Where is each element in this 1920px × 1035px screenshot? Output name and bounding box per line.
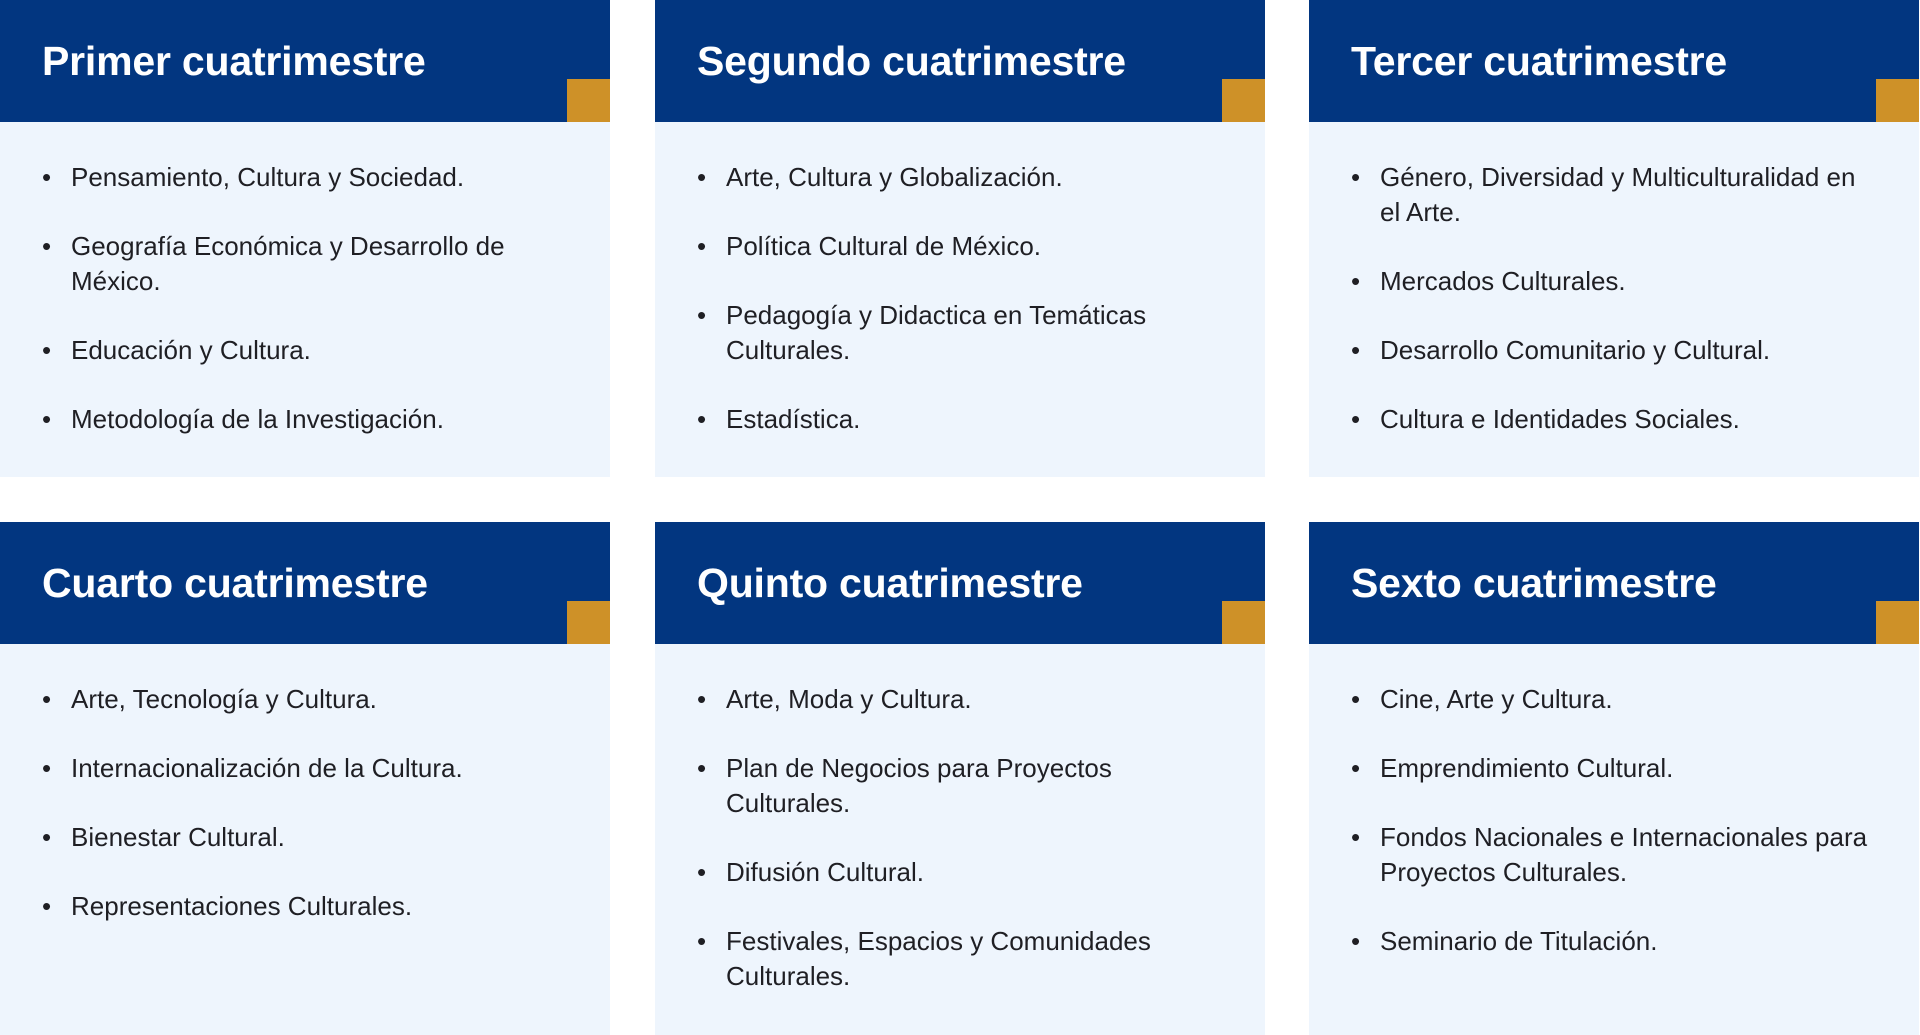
- course-label: Cine, Arte y Cultura.: [1380, 684, 1613, 714]
- accent-square: [1222, 79, 1265, 122]
- bullet-icon: •: [42, 231, 52, 261]
- accent-square: [1876, 79, 1919, 122]
- course-label: Festivales, Espacios y Comunidades Culturales.: [726, 926, 1151, 991]
- course-label: Emprendimiento Cultural.: [1380, 753, 1674, 783]
- card-header: [0, 0, 610, 122]
- bullet-icon: •: [1351, 266, 1361, 296]
- course-item: [42, 820, 570, 855]
- bullet-icon: •: [42, 753, 52, 783]
- bullet-icon: •: [1351, 335, 1361, 365]
- course-item: [697, 924, 1225, 994]
- course-item: [697, 751, 1225, 821]
- bullet-icon: •: [697, 231, 707, 261]
- card-title: Cuarto cuatrimestre: [42, 560, 428, 606]
- course-item: [697, 160, 1225, 195]
- bullet-icon: •: [697, 753, 707, 783]
- semester-card-1: [0, 0, 610, 477]
- course-label: Seminario de Titulación.: [1380, 926, 1658, 956]
- bullet-icon: •: [1351, 926, 1361, 956]
- course-label: Arte, Cultura y Globalización.: [726, 162, 1063, 192]
- card-header: [655, 0, 1265, 122]
- course-label: Pensamiento, Cultura y Sociedad.: [71, 162, 465, 192]
- course-item: [42, 889, 570, 924]
- bullet-icon: •: [697, 162, 707, 192]
- bullet-icon: •: [697, 684, 707, 714]
- course-item: [42, 229, 570, 299]
- course-item: [42, 402, 570, 437]
- course-item: [1351, 264, 1879, 299]
- bullet-icon: •: [42, 162, 52, 192]
- accent-square: [567, 601, 610, 644]
- card-header: [655, 522, 1265, 644]
- card-title: Tercer cuatrimestre: [1351, 38, 1728, 84]
- bullet-icon: •: [42, 822, 52, 852]
- course-item: [1351, 820, 1879, 890]
- accent-square: [1876, 601, 1919, 644]
- course-label: Fondos Nacionales e Internacionales para Proyectos Culturales.: [1380, 822, 1868, 887]
- course-label: Geografía Económica y Desarrollo de México.: [71, 231, 505, 296]
- bullet-icon: •: [42, 335, 52, 365]
- bullet-icon: •: [697, 926, 707, 956]
- bullet-icon: •: [1351, 404, 1361, 434]
- course-item: [697, 855, 1225, 890]
- course-item: [42, 333, 570, 368]
- card-title: Sexto cuatrimestre: [1351, 560, 1717, 606]
- card-title: Primer cuatrimestre: [42, 38, 426, 84]
- course-label: Estadística.: [726, 404, 861, 434]
- accent-square: [1222, 601, 1265, 644]
- course-label: Difusión Cultural.: [726, 857, 924, 887]
- course-item: [697, 229, 1225, 264]
- course-item: [1351, 402, 1879, 437]
- course-item: [1351, 751, 1879, 786]
- course-label: Política Cultural de México.: [726, 231, 1042, 261]
- course-label: Internacionalización de la Cultura.: [71, 753, 463, 783]
- course-list: [655, 122, 1265, 437]
- course-item: [42, 160, 570, 195]
- bullet-icon: •: [42, 891, 52, 921]
- semester-card-5: [655, 522, 1265, 1035]
- card-title: Quinto cuatrimestre: [697, 560, 1083, 606]
- course-list: [0, 122, 610, 437]
- course-list: [0, 644, 610, 924]
- semester-card-4: [0, 522, 610, 1035]
- accent-square: [567, 79, 610, 122]
- course-list: [655, 644, 1265, 994]
- bullet-icon: •: [1351, 753, 1361, 783]
- course-label: Plan de Negocios para Proyectos Culturales.: [726, 753, 1112, 818]
- course-item: [1351, 160, 1879, 230]
- course-label: Arte, Moda y Cultura.: [726, 684, 972, 714]
- course-label: Representaciones Culturales.: [71, 891, 413, 921]
- bullet-icon: •: [697, 404, 707, 434]
- card-header: [1309, 522, 1919, 644]
- course-label: Desarrollo Comunitario y Cultural.: [1380, 335, 1771, 365]
- course-item: [697, 298, 1225, 368]
- card-header: [0, 522, 610, 644]
- bullet-icon: •: [42, 684, 52, 714]
- bullet-icon: •: [1351, 822, 1361, 852]
- course-label: Educación y Cultura.: [71, 335, 311, 365]
- semester-card-2: [655, 0, 1265, 477]
- course-list: [1309, 644, 1919, 959]
- bullet-icon: •: [42, 404, 52, 434]
- bullet-icon: •: [697, 300, 707, 330]
- course-label: Arte, Tecnología y Cultura.: [71, 684, 377, 714]
- course-label: Pedagogía y Didactica en Temáticas Culturales.: [726, 300, 1147, 365]
- bullet-icon: •: [1351, 684, 1361, 714]
- course-label: Bienestar Cultural.: [71, 822, 285, 852]
- semester-card-3: [1309, 0, 1919, 477]
- course-label: Cultura e Identidades Sociales.: [1380, 404, 1740, 434]
- course-label: Género, Diversidad y Multiculturalidad en el Arte.: [1380, 162, 1856, 227]
- course-list: [1309, 122, 1919, 437]
- course-item: [697, 682, 1225, 717]
- course-item: [1351, 682, 1879, 717]
- course-item: [42, 682, 570, 717]
- semester-card-6: [1309, 522, 1919, 1035]
- course-item: [1351, 333, 1879, 368]
- card-header: [1309, 0, 1919, 122]
- course-item: [42, 751, 570, 786]
- course-item: [697, 402, 1225, 437]
- bullet-icon: •: [1351, 162, 1361, 192]
- course-label: Metodología de la Investigación.: [71, 404, 444, 434]
- card-title: Segundo cuatrimestre: [697, 38, 1126, 84]
- bullet-icon: •: [697, 857, 707, 887]
- course-item: [1351, 924, 1879, 959]
- course-label: Mercados Culturales.: [1380, 266, 1626, 296]
